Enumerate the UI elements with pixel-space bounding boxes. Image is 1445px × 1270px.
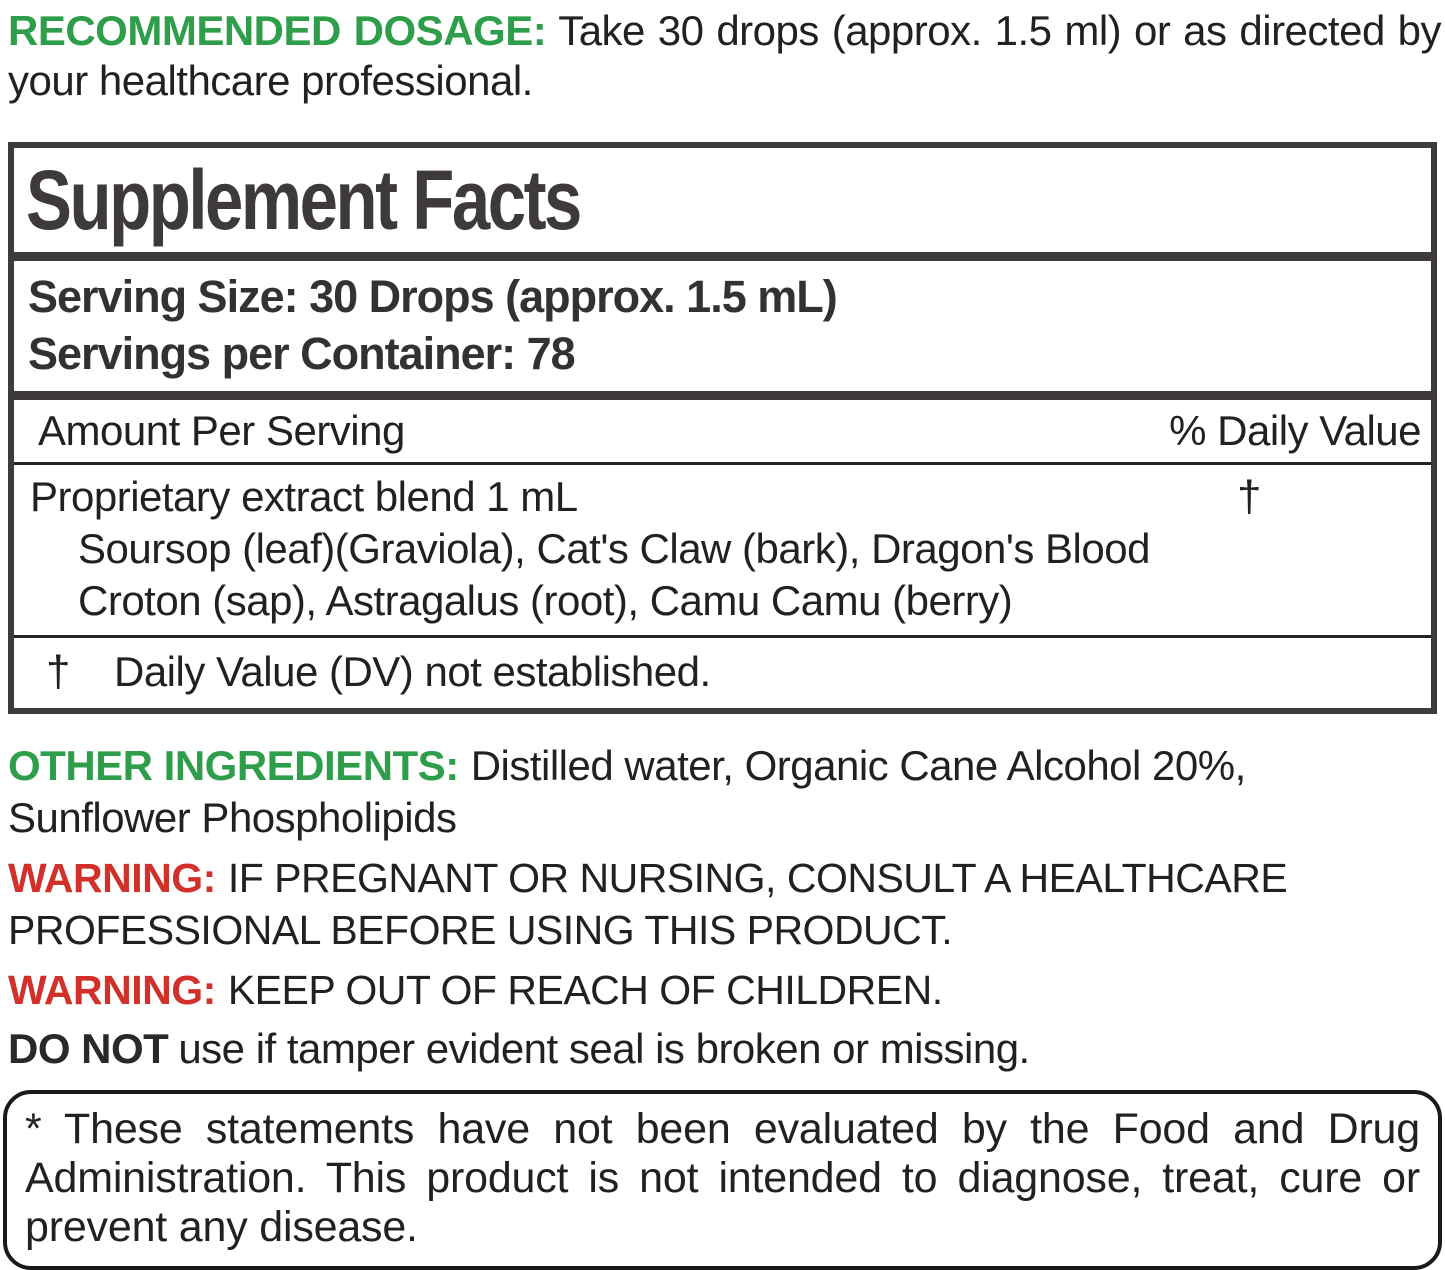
dagger-icon: † xyxy=(1237,472,1261,521)
recommended-dosage-label: RECOMMENDED DOSAGE: xyxy=(8,7,547,54)
supplement-label xyxy=(0,6,1445,1270)
servings-per-container: Servings per Container: 78 xyxy=(28,328,575,379)
serving-info xyxy=(14,261,1431,391)
warning-label: WARNING: xyxy=(8,967,216,1013)
footnote-text: Daily Value (DV) not established. xyxy=(113,648,711,695)
other-ingredients-label: OTHER INGREDIENTS: xyxy=(8,742,459,789)
divider-thick-1 xyxy=(14,252,1431,261)
supplement-facts-title: Supplement Facts xyxy=(26,153,580,247)
supplement-facts-title-row xyxy=(14,148,1431,252)
warning-pregnant xyxy=(8,852,1437,956)
blend-ingredients-line-2: Croton (sap), Astragalus (root), Camu Camu (berry) xyxy=(78,577,1013,624)
warning-text: KEEP OUT OF REACH OF CHILDREN. xyxy=(227,967,943,1013)
supplement-facts-panel xyxy=(8,142,1437,714)
other-ingredients xyxy=(8,740,1437,844)
daily-value-header: % Daily Value xyxy=(1169,407,1421,454)
daily-value-footnote xyxy=(14,638,1431,708)
blend-ingredients-line-1: Soursop (leaf)(Graviola), Cat's Claw (bark), Dragon's Blood xyxy=(78,525,1150,572)
tamper-text: use if tamper evident seal is broken or missing. xyxy=(178,1025,1030,1072)
warning-children xyxy=(8,964,1437,1016)
warning-text: IF PREGNANT OR NURSING, CONSULT A HEALTHCARE PROFESSIONAL BEFORE USING THIS PRODUCT. xyxy=(8,855,1288,953)
recommended-dosage xyxy=(8,6,1441,106)
facts-header-row xyxy=(14,400,1431,462)
warning-label: WARNING: xyxy=(8,855,216,901)
fda-disclaimer-box xyxy=(3,1090,1442,1270)
divider-thick-2 xyxy=(14,391,1431,400)
fda-disclaimer-text: * These statements have not been evaluated by the Food and Drug Administration. This product is not intended to diagnose, treat, cure or prevent any disease. xyxy=(25,1105,1420,1251)
blend-name-line xyxy=(30,471,1431,523)
recommended-dosage-text: Take 30 drops (approx. 1.5 ml) or as directed by your healthcare professional. xyxy=(8,7,1441,104)
dagger-icon: † xyxy=(46,647,70,696)
tamper-seal-notice xyxy=(8,1023,1437,1075)
other-ingredients-text: Distilled water, Organic Cane Alcohol 20%, Sunflower Phospholipids xyxy=(8,742,1246,841)
amount-per-serving-header: Amount Per Serving xyxy=(38,407,405,454)
serving-size: Serving Size: 30 Drops (approx. 1.5 mL) xyxy=(28,271,837,322)
do-not-label: DO NOT xyxy=(8,1025,169,1072)
blend-name: Proprietary extract blend 1 mL xyxy=(30,473,578,520)
proprietary-blend-row xyxy=(14,465,1431,635)
